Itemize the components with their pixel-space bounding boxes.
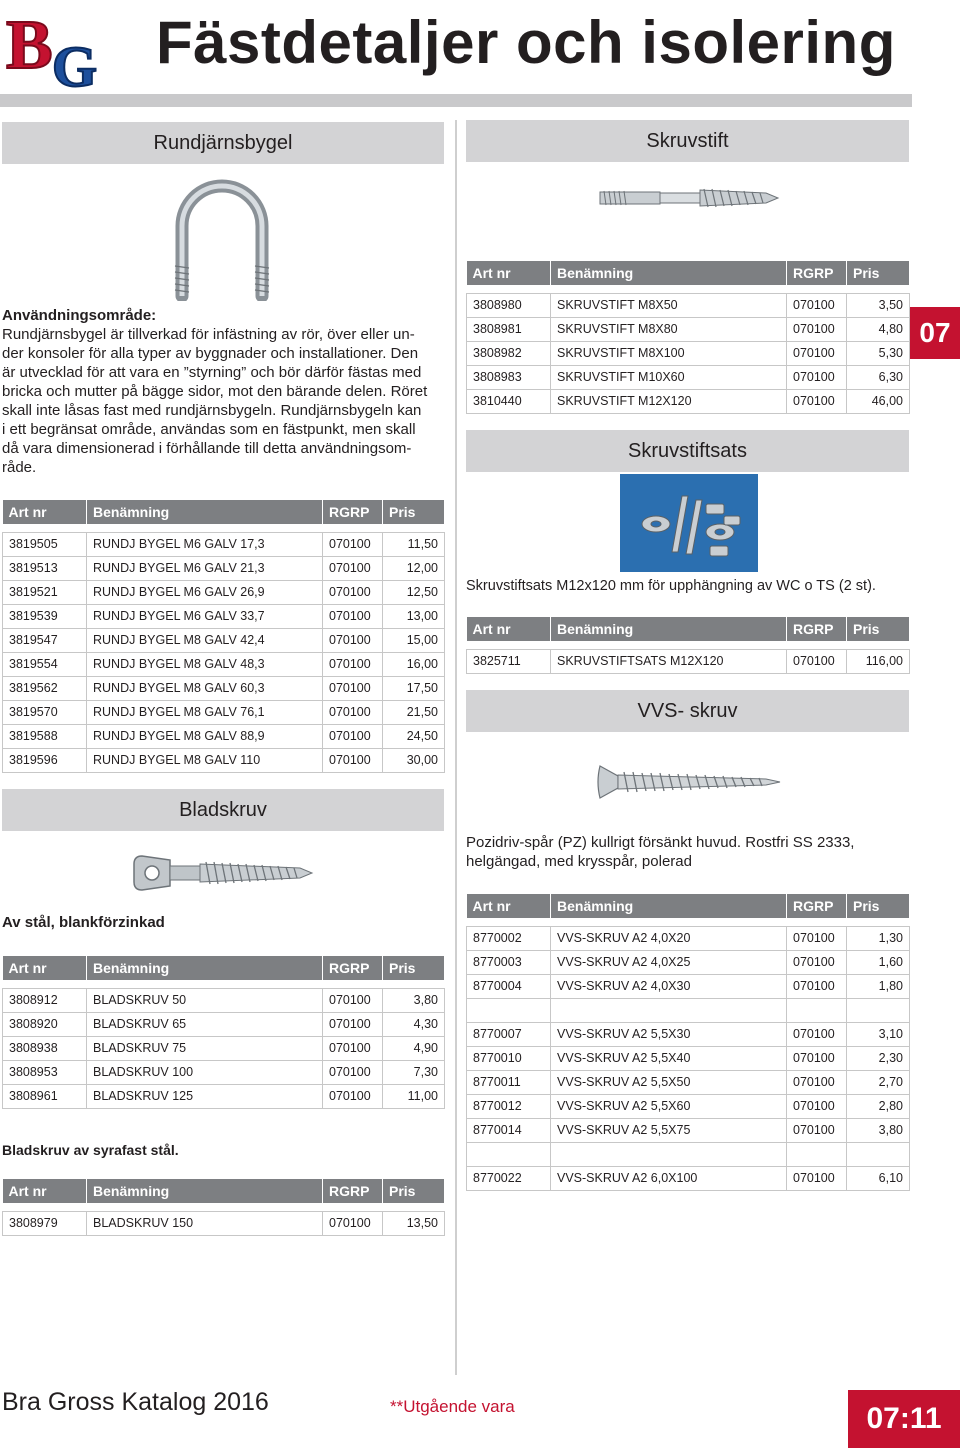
- column-header: Benämning: [87, 1179, 323, 1203]
- column-header: Pris: [383, 956, 445, 980]
- art-nr-cell: 3808981: [467, 317, 551, 341]
- pris-cell: 4,90: [383, 1036, 445, 1060]
- benamning-cell: SKRUVSTIFT M12X120: [551, 389, 787, 413]
- table-row: [467, 1142, 910, 1166]
- page-title: Fästdetaljer och isolering: [156, 9, 896, 76]
- rgrp-cell: 070100: [787, 293, 847, 317]
- pris-cell: 2,70: [847, 1070, 910, 1094]
- pris-cell: 24,50: [383, 724, 445, 748]
- table-row: [467, 1118, 910, 1142]
- column-header: Pris: [383, 1179, 445, 1203]
- table-row: [467, 974, 910, 998]
- table-row: [467, 1166, 910, 1190]
- vvs-skruv-image: [596, 762, 782, 802]
- pris-cell: 21,50: [383, 700, 445, 724]
- benamning-cell: [551, 1142, 787, 1166]
- rgrp-cell: 070100: [787, 950, 847, 974]
- table-spacer: [3, 1203, 445, 1211]
- benamning-cell: VVS-SKRUV A2 6,0X100: [551, 1166, 787, 1190]
- benamning-cell: VVS-SKRUV A2 4,0X30: [551, 974, 787, 998]
- column-header: Pris: [383, 500, 445, 524]
- art-nr-cell: 3808982: [467, 341, 551, 365]
- table-spacer: [467, 641, 910, 649]
- table-row: [467, 341, 910, 365]
- table-spacer: [467, 918, 910, 926]
- benamning-cell: RUNDJ BYGEL M8 GALV 60,3: [87, 676, 323, 700]
- art-nr-cell: 3819539: [3, 604, 87, 628]
- pris-cell: 2,80: [847, 1094, 910, 1118]
- table-row: [467, 317, 910, 341]
- usage-line: Rundjärnsbygel är tillverkad för infästning av rör, över eller un-: [2, 326, 415, 343]
- benamning-cell: BLADSKRUV 100: [87, 1060, 323, 1084]
- vvs-skruv-description: [466, 833, 916, 871]
- art-nr-cell: 8770012: [467, 1094, 551, 1118]
- usage-line: i ett begränsat område, användas som en fästpunkt, men skall: [2, 421, 416, 438]
- pris-cell: 1,80: [847, 974, 910, 998]
- column-header: Pris: [847, 261, 910, 285]
- table-row: [467, 649, 910, 673]
- bladskruv-table: [2, 956, 445, 1109]
- rgrp-cell: 070100: [323, 1060, 383, 1084]
- benamning-cell: BLADSKRUV 150: [87, 1211, 323, 1235]
- table-row: [3, 604, 445, 628]
- pris-cell: 4,30: [383, 1012, 445, 1036]
- art-nr-cell: 8770022: [467, 1166, 551, 1190]
- pris-cell: 13,50: [383, 1211, 445, 1235]
- pris-cell: 3,10: [847, 1022, 910, 1046]
- art-nr-cell: 8770004: [467, 974, 551, 998]
- brand-logo: [2, 6, 102, 90]
- table-row: [467, 1070, 910, 1094]
- table-row: [467, 950, 910, 974]
- skruvstiftsats-image: [620, 474, 758, 572]
- table-row: [467, 926, 910, 950]
- section-title-rundjarnsbygel: Rundjärnsbygel: [2, 122, 444, 164]
- table-row: [3, 580, 445, 604]
- benamning-cell: RUNDJ BYGEL M8 GALV 48,3: [87, 652, 323, 676]
- column-header: Benämning: [87, 500, 323, 524]
- table-row: [3, 1211, 445, 1235]
- rgrp-cell: 070100: [787, 926, 847, 950]
- table-header-row: [3, 956, 445, 980]
- table-row: [3, 1060, 445, 1084]
- art-nr-cell: 8770011: [467, 1070, 551, 1094]
- benamning-cell: RUNDJ BYGEL M8 GALV 110: [87, 748, 323, 772]
- table-row: [3, 1012, 445, 1036]
- vvs-skruv-table: [466, 894, 910, 1191]
- rgrp-cell: 070100: [323, 580, 383, 604]
- pris-cell: 11,00: [383, 1084, 445, 1108]
- table-row: [3, 628, 445, 652]
- art-nr-cell: 3808961: [3, 1084, 87, 1108]
- table-row: [3, 676, 445, 700]
- benamning-cell: VVS-SKRUV A2 5,5X40: [551, 1046, 787, 1070]
- rgrp-cell: 070100: [787, 1070, 847, 1094]
- benamning-cell: SKRUVSTIFTSATS M12X120: [551, 649, 787, 673]
- table-row: [3, 652, 445, 676]
- rgrp-cell: 070100: [787, 1094, 847, 1118]
- section-title-skruvstift: Skruvstift: [466, 120, 909, 162]
- art-nr-cell: 3808983: [467, 365, 551, 389]
- column-header: Art nr: [3, 500, 87, 524]
- table-header-row: [467, 261, 910, 285]
- skruvstift-image: [598, 184, 780, 212]
- column-header: Art nr: [3, 956, 87, 980]
- table-row: [467, 389, 910, 413]
- column-header: RGRP: [323, 1179, 383, 1203]
- column-header: RGRP: [787, 617, 847, 641]
- column-header: RGRP: [787, 894, 847, 918]
- table-header-row: [3, 1179, 445, 1203]
- art-nr-cell: 3819596: [3, 748, 87, 772]
- benamning-cell: SKRUVSTIFT M8X80: [551, 317, 787, 341]
- art-nr-cell: 3819547: [3, 628, 87, 652]
- bladskruv-syrafast-note: Bladskruv av syrafast stål.: [2, 1142, 179, 1158]
- table-row: [467, 365, 910, 389]
- pris-cell: 116,00: [847, 649, 910, 673]
- rgrp-cell: 070100: [787, 1118, 847, 1142]
- benamning-cell: RUNDJ BYGEL M8 GALV 88,9: [87, 724, 323, 748]
- rgrp-cell: 070100: [323, 724, 383, 748]
- table-row: [3, 988, 445, 1012]
- footer-catalog-title: Bra Gross Katalog 2016: [2, 1388, 269, 1416]
- column-header: RGRP: [787, 261, 847, 285]
- pris-cell: 15,00: [383, 628, 445, 652]
- pris-cell: [847, 998, 910, 1022]
- rgrp-cell: 070100: [323, 652, 383, 676]
- benamning-cell: VVS-SKRUV A2 5,5X75: [551, 1118, 787, 1142]
- art-nr-cell: [467, 998, 551, 1022]
- rgrp-cell: 070100: [787, 1046, 847, 1070]
- art-nr-cell: 8770014: [467, 1118, 551, 1142]
- skruvstiftsats-description: Skruvstiftsats M12x120 mm för upphängning av WC o TS (2 st).: [466, 578, 876, 594]
- art-nr-cell: 3825711: [467, 649, 551, 673]
- pris-cell: 3,80: [847, 1118, 910, 1142]
- benamning-cell: RUNDJ BYGEL M6 GALV 26,9: [87, 580, 323, 604]
- usage-line: då vara dimensionerad i förhållande till detta användningsom-: [2, 440, 412, 457]
- column-header: Benämning: [551, 261, 787, 285]
- benamning-cell: BLADSKRUV 75: [87, 1036, 323, 1060]
- pris-cell: 5,30: [847, 341, 910, 365]
- table-row: [467, 1094, 910, 1118]
- benamning-cell: VVS-SKRUV A2 4,0X25: [551, 950, 787, 974]
- vvs-desc-line: helgängad, med krysspår, polerad: [466, 853, 692, 870]
- usage-line: är utvecklad för att vara en ”styrning” och bör därför fästas med: [2, 364, 422, 381]
- table-row: [3, 1084, 445, 1108]
- rgrp-cell: 070100: [323, 1084, 383, 1108]
- section-title-vvs-skruv: VVS- skruv: [466, 690, 909, 732]
- rgrp-cell: 070100: [323, 700, 383, 724]
- skruvstiftsats-table: [466, 617, 910, 674]
- pris-cell: 30,00: [383, 748, 445, 772]
- pris-cell: 3,80: [383, 988, 445, 1012]
- art-nr-cell: 3808938: [3, 1036, 87, 1060]
- page-number: 07:11: [848, 1390, 960, 1448]
- rgrp-cell: 070100: [323, 676, 383, 700]
- benamning-cell: SKRUVSTIFT M8X50: [551, 293, 787, 317]
- column-header: Art nr: [3, 1179, 87, 1203]
- column-header: Benämning: [551, 617, 787, 641]
- rgrp-cell: 070100: [323, 628, 383, 652]
- art-nr-cell: 3808912: [3, 988, 87, 1012]
- footer-legend: **Utgående vara: [390, 1397, 515, 1416]
- art-nr-cell: 3819588: [3, 724, 87, 748]
- chapter-tab: 07: [910, 307, 960, 359]
- rgrp-cell: 070100: [323, 1036, 383, 1060]
- art-nr-cell: 3819562: [3, 676, 87, 700]
- table-row: [3, 700, 445, 724]
- svg-text:B: B: [6, 7, 53, 84]
- pris-cell: 6,10: [847, 1166, 910, 1190]
- art-nr-cell: 3819554: [3, 652, 87, 676]
- rundjarnsbygel-table: [2, 500, 445, 773]
- benamning-cell: BLADSKRUV 50: [87, 988, 323, 1012]
- pris-cell: 16,00: [383, 652, 445, 676]
- art-nr-cell: 3808979: [3, 1211, 87, 1235]
- art-nr-cell: 8770010: [467, 1046, 551, 1070]
- table-row: [3, 748, 445, 772]
- pris-cell: 13,00: [383, 604, 445, 628]
- table-header-row: [467, 894, 910, 918]
- benamning-cell: VVS-SKRUV A2 5,5X30: [551, 1022, 787, 1046]
- svg-text:G: G: [52, 34, 98, 90]
- benamning-cell: BLADSKRUV 65: [87, 1012, 323, 1036]
- pris-cell: 1,30: [847, 926, 910, 950]
- table-row: [467, 1022, 910, 1046]
- benamning-cell: VVS-SKRUV A2 5,5X50: [551, 1070, 787, 1094]
- bladskruv-image: [130, 852, 315, 894]
- column-divider: [455, 120, 457, 1375]
- column-header: Art nr: [467, 617, 551, 641]
- art-nr-cell: 8770007: [467, 1022, 551, 1046]
- usage-line: bricka och mutter på bägge sidor, mot den bärande delen. Röret: [2, 383, 428, 400]
- rgrp-cell: 070100: [323, 556, 383, 580]
- column-header: RGRP: [323, 500, 383, 524]
- pris-cell: 7,30: [383, 1060, 445, 1084]
- column-header: RGRP: [323, 956, 383, 980]
- rgrp-cell: 070100: [787, 365, 847, 389]
- usage-line: råde.: [2, 459, 37, 476]
- rgrp-cell: 070100: [323, 604, 383, 628]
- benamning-cell: BLADSKRUV 125: [87, 1084, 323, 1108]
- rgrp-cell: 070100: [787, 341, 847, 365]
- benamning-cell: RUNDJ BYGEL M8 GALV 42,4: [87, 628, 323, 652]
- benamning-cell: SKRUVSTIFT M10X60: [551, 365, 787, 389]
- skruvstift-table: [466, 261, 910, 414]
- rgrp-cell: 070100: [323, 1012, 383, 1036]
- benamning-cell: [551, 998, 787, 1022]
- pris-cell: 11,50: [383, 532, 445, 556]
- pris-cell: 3,50: [847, 293, 910, 317]
- section-title-skruvstiftsats: Skruvstiftsats: [466, 430, 909, 472]
- rgrp-cell: 070100: [787, 389, 847, 413]
- benamning-cell: RUNDJ BYGEL M6 GALV 17,3: [87, 532, 323, 556]
- usage-line: der konsoler för alla typer av byggnader och installationer. Den: [2, 345, 419, 362]
- rgrp-cell: 070100: [323, 1211, 383, 1235]
- art-nr-cell: 3819521: [3, 580, 87, 604]
- benamning-cell: SKRUVSTIFT M8X100: [551, 341, 787, 365]
- rgrp-cell: 070100: [787, 1022, 847, 1046]
- bladskruv-note: Av stål, blankförzinkad: [2, 914, 165, 931]
- benamning-cell: VVS-SKRUV A2 5,5X60: [551, 1094, 787, 1118]
- table-row: [467, 293, 910, 317]
- pris-cell: [847, 1142, 910, 1166]
- rgrp-cell: 070100: [787, 317, 847, 341]
- rgrp-cell: [787, 1142, 847, 1166]
- column-header: Art nr: [467, 261, 551, 285]
- rgrp-cell: 070100: [323, 532, 383, 556]
- art-nr-cell: 3819513: [3, 556, 87, 580]
- header-rule: [0, 94, 912, 107]
- u-bolt-image: [160, 166, 285, 301]
- table-spacer: [3, 524, 445, 532]
- art-nr-cell: 8770003: [467, 950, 551, 974]
- column-header: Pris: [847, 617, 910, 641]
- column-header: Benämning: [551, 894, 787, 918]
- bladskruv-syrafast-table: [2, 1179, 445, 1236]
- table-row: [467, 998, 910, 1022]
- pris-cell: 6,30: [847, 365, 910, 389]
- column-header: Pris: [847, 894, 910, 918]
- pris-cell: 1,60: [847, 950, 910, 974]
- art-nr-cell: 3808980: [467, 293, 551, 317]
- art-nr-cell: 3819570: [3, 700, 87, 724]
- column-header: Art nr: [467, 894, 551, 918]
- pris-cell: 17,50: [383, 676, 445, 700]
- rgrp-cell: 070100: [787, 1166, 847, 1190]
- pris-cell: 4,80: [847, 317, 910, 341]
- art-nr-cell: 8770002: [467, 926, 551, 950]
- usage-heading: Användningsområde:: [2, 307, 157, 324]
- table-header-row: [467, 617, 910, 641]
- rgrp-cell: 070100: [323, 748, 383, 772]
- table-row: [3, 532, 445, 556]
- table-spacer: [3, 980, 445, 988]
- rgrp-cell: 070100: [787, 649, 847, 673]
- section-title-bladskruv: Bladskruv: [2, 789, 444, 831]
- benamning-cell: RUNDJ BYGEL M6 GALV 33,7: [87, 604, 323, 628]
- pris-cell: 12,00: [383, 556, 445, 580]
- rgrp-cell: [787, 998, 847, 1022]
- pris-cell: 12,50: [383, 580, 445, 604]
- table-header-row: [3, 500, 445, 524]
- usage-line: skall inte låsas fast med rundjärnsbygeln. Rundjärnsbygeln kan: [2, 402, 422, 419]
- art-nr-cell: 3808953: [3, 1060, 87, 1084]
- art-nr-cell: 3808920: [3, 1012, 87, 1036]
- benamning-cell: VVS-SKRUV A2 4,0X20: [551, 926, 787, 950]
- benamning-cell: RUNDJ BYGEL M6 GALV 21,3: [87, 556, 323, 580]
- rgrp-cell: 070100: [787, 974, 847, 998]
- table-row: [3, 1036, 445, 1060]
- table-row: [467, 1046, 910, 1070]
- column-header: Benämning: [87, 956, 323, 980]
- rgrp-cell: 070100: [323, 988, 383, 1012]
- table-row: [3, 724, 445, 748]
- art-nr-cell: 3819505: [3, 532, 87, 556]
- pris-cell: 46,00: [847, 389, 910, 413]
- benamning-cell: RUNDJ BYGEL M8 GALV 76,1: [87, 700, 323, 724]
- table-spacer: [467, 285, 910, 293]
- art-nr-cell: [467, 1142, 551, 1166]
- art-nr-cell: 3810440: [467, 389, 551, 413]
- vvs-desc-line: Pozidriv-spår (PZ) kullrigt försänkt huvud. Rostfri SS 2333,: [466, 834, 855, 851]
- rundjarnsbygel-description: [2, 306, 447, 477]
- table-row: [3, 556, 445, 580]
- pris-cell: 2,30: [847, 1046, 910, 1070]
